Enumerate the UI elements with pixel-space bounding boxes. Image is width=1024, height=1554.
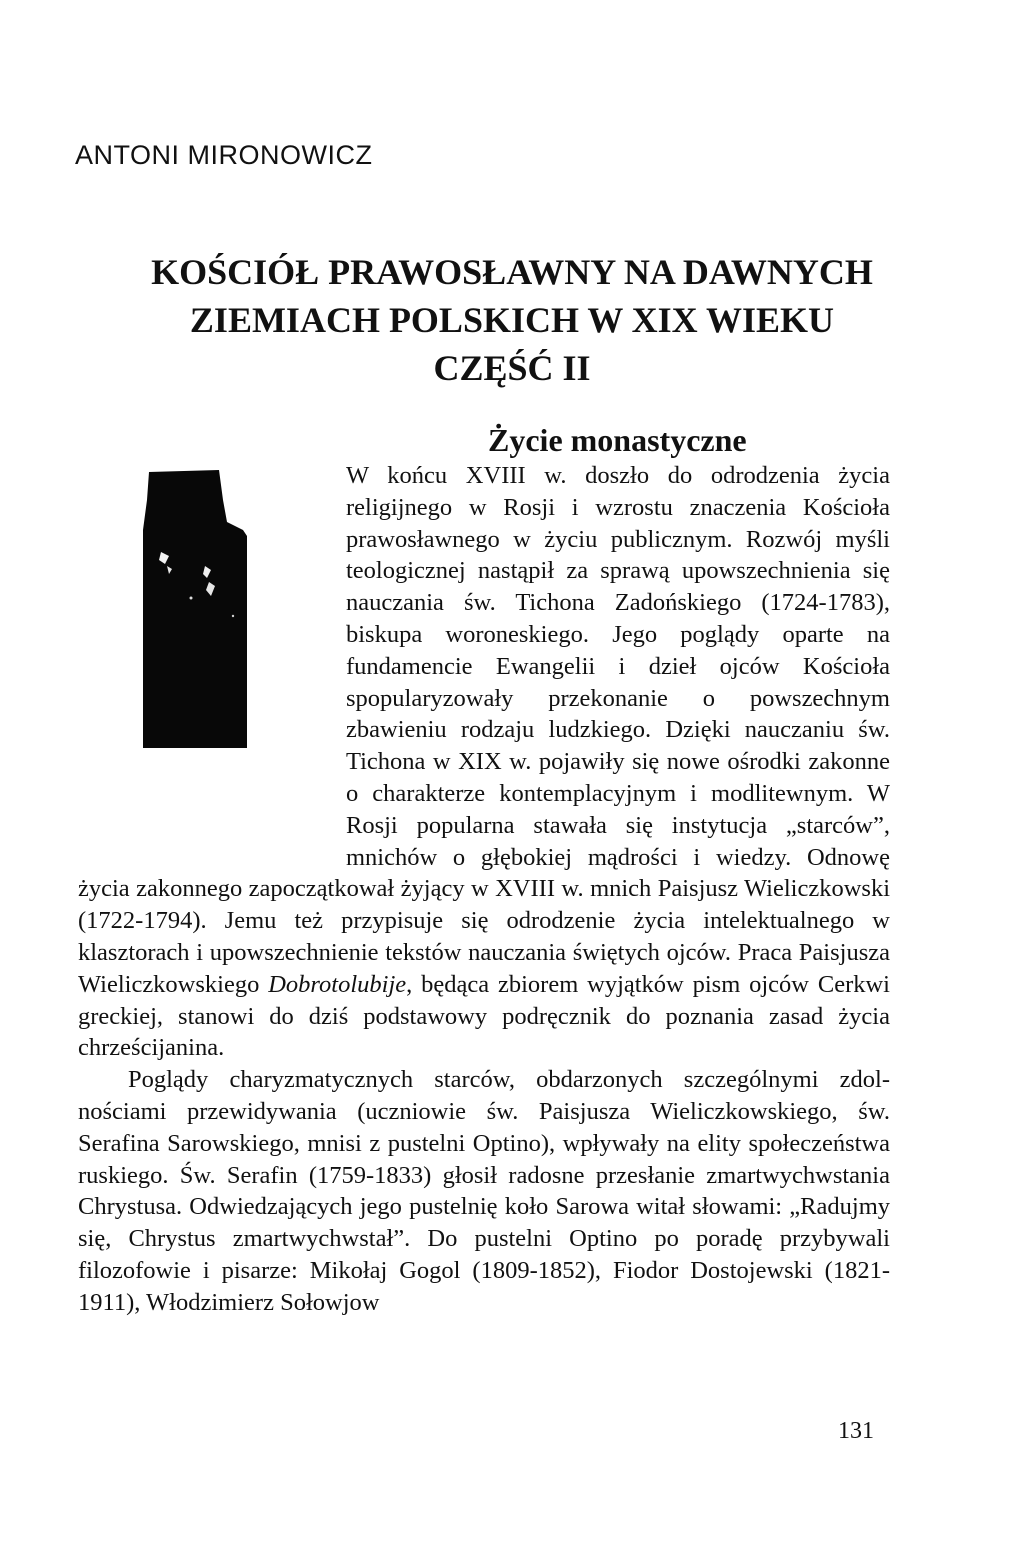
section-heading: Życie monastyczne (488, 422, 747, 458)
author-name: ANTONI MIRONOWICZ (75, 140, 373, 170)
title-line-3: CZĘŚĆ II (433, 348, 591, 388)
paragraph-1-text-before: W końcu XVIII w. doszło do odrodzenia życia religijnego w Rosji i wzrostu znaczenia Kościoła prawosławnego w życiu publicznym. Rozwój myśli teologicznej nastąpił za sprawą upowszechnienia się nauczania św. Tichona Zadońskiego (1724-1783), biskupa woroneskiego. Jego poglądy oparte na fundamencie Ewangelii i dzieł ojców Kościoła spopularyzowały przekonanie o powszechnym zbawieniu rodzaju ludzkiego. Dzięki nauczaniu św. Tichona w XIX w. pojawiły się nowe ośrodki zakonne o charakterze kontemplacyjnym i modlitewnym. W Rosji popularna stawała się instytucja „starców”, mnichów o głębokiej mądrości i wiedzy. Odnowę życia zakonnego zapoczątkował żyjący w XVIII w. mnich Paisjusz Wieliczkowski (1722-1794). Jemu też przypisuje się odrodzenie życia intelektualnego w klasztorach i upowszechnienie tekstów nauczania świętych ojców. Praca Paisjusza Wieliczkowskiego (78, 462, 890, 998)
image-wrap-space (78, 460, 346, 848)
paragraph-2: Poglądy charyzmatycznych starców, obdarzonych szczególnymi zdolnościami przewidywania (uczniowie św. Paisjusza Wieliczkowskiego, św. Serafina Sarowskiego, mnisi z pustelni Optino), wpływały na elity społeczeństwa ruskiego. Św. Serafin (1759-1833) głosił radosne przesłanie zmartwychwstania Chrystusa. Odwiedzających jego pustelnię koło Sarowa witał słowami: „Radujmy się, Chrystus zmartwychwstał”. Do pustelni Optino po poradę przybywali filozofowie i pisarze: Mikołaj Gogol (1809-1852), Fiodor Dostojewski (1821-1911), Włodzimierz Sołowjow (78, 1066, 890, 1316)
article-title (0, 248, 1024, 392)
paragraph-1-text-after: , będąca zbiorem wyjątków pism ojców Cerkwi greckiej, stanowi do dziś podstawowy podręcznik do poznania zasad życia chrześcijanina. (78, 970, 890, 1062)
page-number: 131 (838, 1418, 874, 1444)
title-line-2: ZIEMIACH POLSKICH W XIX WIEKU (189, 300, 835, 340)
body-text (78, 460, 890, 1319)
title-line-1: KOŚCIÓŁ PRAWOSŁAWNY NA DAWNYCH (151, 252, 873, 292)
paragraph-1-italic-title: Dobrotolubije (268, 970, 407, 998)
